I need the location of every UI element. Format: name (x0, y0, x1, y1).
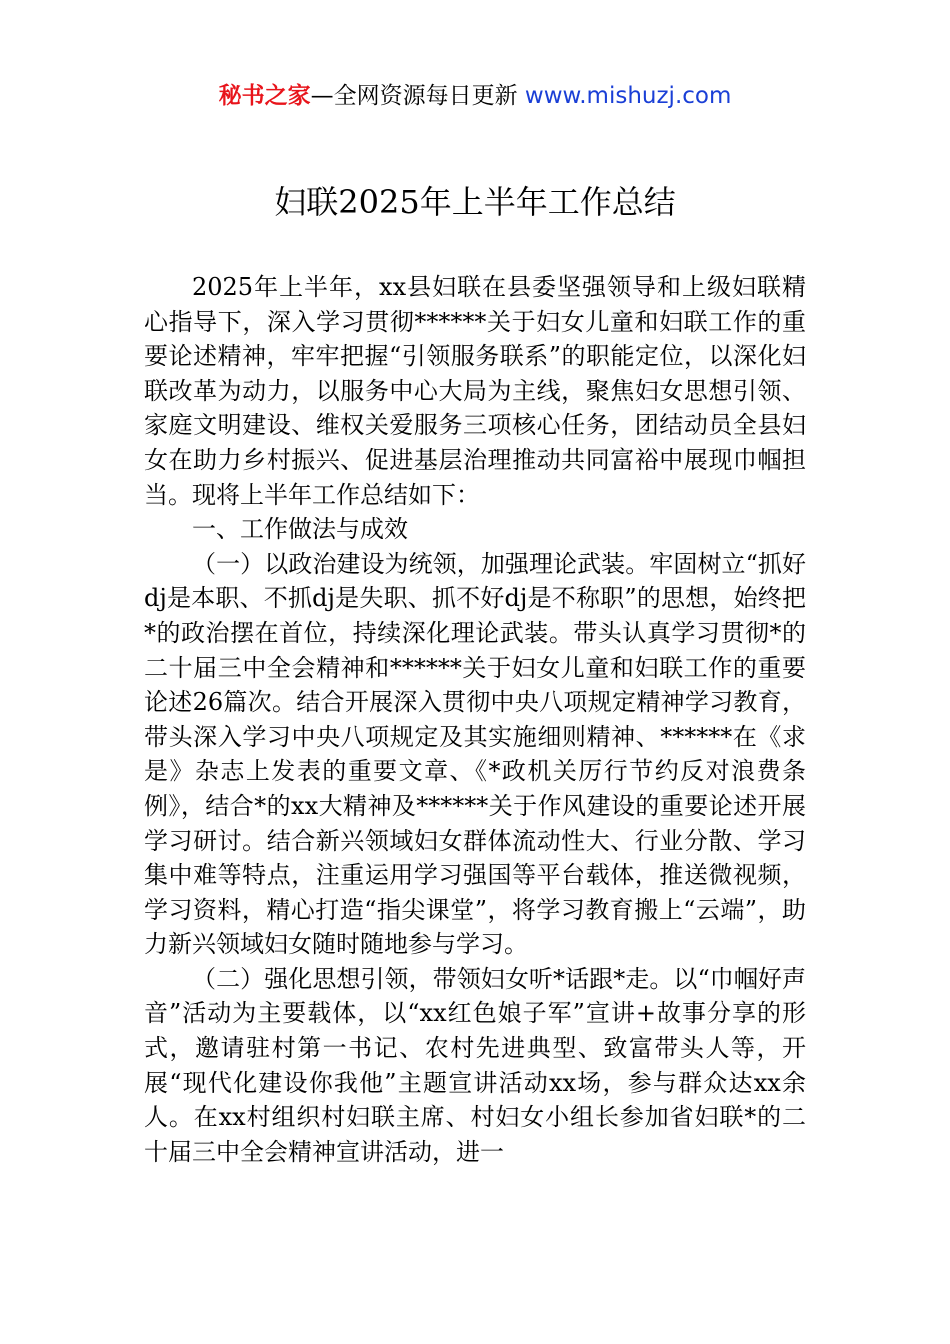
section-heading: 一、工作做法与成效 (192, 515, 408, 544)
site-header (0, 80, 950, 112)
body-paragraph: （一）以政治建设为统领，加强理论武装。牢固树立“抓好dj是本职、不抓dj是失职、抓不好dj是不称职”的思想，始终把*的政治摆在首位，持续深化理论武装。带头认真学习贯彻*的二十届三中全会精神和******关于妇女儿童和妇联工作的重要论述26篇次。结合开展深入贯彻中央八项规定精神学习教育，带头深入学习中央八项规定及其实施细则精神、******在《求是》杂志上发表的重要文章、《*政机关厉行节约反对浪费条例》，结合*的xx大精神及******关于作风建设的重要论述开展学习研讨。结合新兴领域妇女群体流动性大、行业分散、学习集中难等特点，注重运用学习强国等平台载体，推送微视频，学习资料，精心打造“指尖课堂”，将学习教育搬上“云端”，助力新兴领域妇女随时随地参与学习。 (144, 549, 806, 959)
body-paragraph: （二）强化思想引领，带领妇女听*话跟*走。以“巾帼好声音”活动为主要载体，以“xx红色娘子军”宣讲+故事分享的形式，邀请驻村第一书记、农村先进典型、致富带头人等，开展“现代化建设你我他”主题宣讲活动xx场，参与群众达xx余人。在xx村组织村妇联主席、村妇女小组长参加省妇联*的二十届三中全会精神宣讲活动，进一 (144, 964, 806, 1166)
site-slogan: —全网资源每日更新 (310, 83, 518, 109)
site-brand: 秘书之家 (218, 83, 311, 109)
site-url-link[interactable]: www.mishuzj.com (524, 83, 732, 109)
document-title: 妇联2025年上半年工作总结 (274, 183, 676, 221)
document-body (144, 270, 806, 1169)
intro-paragraph: 2025年上半年，xx县妇联在县委坚强领导和上级妇联精心指导下，深入学习贯彻******关于妇女儿童和妇联工作的重要论述精神，牢牢把握“引领服务联系”的职能定位，以深化妇联改革为动力，以服务中心大局为主线，聚焦妇女思想引领、家庭文明建设、维权关爱服务三项核心任务，团结动员全县妇女在助力乡村振兴、促进基层治理推动共同富裕中展现巾帼担当。现将上半年工作总结如下： (144, 273, 806, 509)
